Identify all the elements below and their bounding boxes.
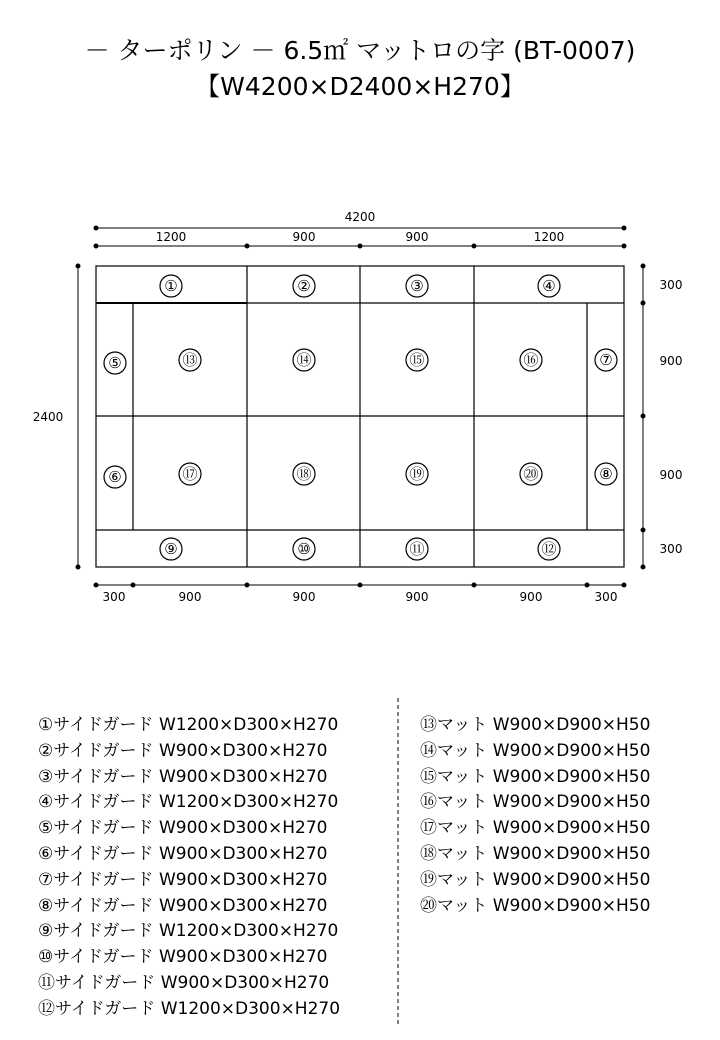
- legend-item: ⑱マット W900×D900×H50: [420, 843, 651, 864]
- legend-mats: [420, 712, 650, 918]
- piece-20: ⑳: [523, 465, 539, 483]
- dim-top-1: 1200: [155, 230, 187, 244]
- legend-item: ⑫サイドガード W1200×D300×H270: [38, 998, 341, 1019]
- piece-8: ⑧: [599, 465, 613, 483]
- legend-item: ⑥サイドガード W900×D300×H270: [38, 843, 328, 864]
- layout-grid: [96, 266, 624, 567]
- dim-right-4: 300: [659, 542, 683, 556]
- legend-item: ⑩サイドガード W900×D300×H270: [38, 947, 328, 968]
- piece-17: ⑰: [182, 465, 198, 483]
- dim-total-depth: 2400: [32, 410, 64, 424]
- legend-item: ⑲マット W900×D900×H50: [420, 869, 651, 890]
- piece-2: ②: [297, 277, 311, 295]
- dim-bottom-3: 900: [292, 590, 316, 604]
- piece-1: ①: [164, 277, 178, 295]
- dim-bottom-1: 300: [102, 590, 126, 604]
- dim-top-4: 1200: [533, 230, 565, 244]
- legend-item: ⑮マット W900×D900×H50: [420, 766, 651, 787]
- piece-9: ⑨: [164, 540, 178, 558]
- page-subtitle: 【W4200×D2400×H270】: [195, 72, 525, 101]
- dim-top-3: 900: [405, 230, 429, 244]
- piece-19: ⑲: [409, 465, 425, 483]
- dim-total-width: 4200: [344, 210, 376, 224]
- piece-14: ⑭: [296, 351, 312, 369]
- piece-7: ⑦: [599, 351, 613, 369]
- legend-item: ⑨サイドガード W1200×D300×H270: [38, 921, 339, 942]
- legend-item: ⑬マット W900×D900×H50: [420, 715, 651, 735]
- piece-12: ⑫: [541, 540, 557, 558]
- legend-item: ⑳マット W900×D900×H50: [420, 895, 651, 916]
- dim-bottom-5: 900: [519, 590, 543, 604]
- bottom-dimension-line: [94, 583, 626, 587]
- piece-15: ⑮: [409, 351, 425, 369]
- legend-item: ⑦サイドガード W900×D300×H270: [38, 869, 328, 890]
- legend-item: ⑭マット W900×D900×H50: [420, 740, 651, 761]
- legend-item: ⑧サイドガード W900×D300×H270: [38, 895, 328, 916]
- piece-6: ⑥: [108, 468, 122, 486]
- piece-3: ③: [410, 277, 424, 295]
- dim-bottom-6: 300: [594, 590, 618, 604]
- piece-5: ⑤: [108, 354, 122, 372]
- dim-bottom-4: 900: [405, 590, 429, 604]
- piece-11: ⑪: [409, 540, 425, 558]
- dim-right-1: 300: [659, 278, 683, 292]
- legend-item: ⑤サイドガード W900×D300×H270: [38, 818, 328, 839]
- piece-10: ⑩: [297, 540, 311, 558]
- legend-item: ⑪サイドガード W900×D300×H270: [38, 972, 330, 993]
- legend-item: ②サイドガード W900×D300×H270: [38, 740, 328, 761]
- piece-16: ⑯: [523, 351, 539, 369]
- legend-item: ④サイドガード W1200×D300×H270: [38, 792, 339, 813]
- dim-bottom-2: 900: [178, 590, 202, 604]
- piece-4: ④: [542, 277, 556, 295]
- legend-item: ③サイドガード W900×D300×H270: [38, 766, 328, 787]
- dim-top-2: 900: [292, 230, 316, 244]
- legend-item: ⑰マット W900×D900×H50: [420, 818, 651, 839]
- piece-13: ⑬: [182, 351, 198, 369]
- piece-18: ⑱: [296, 465, 312, 483]
- right-dimension-line: [641, 264, 645, 569]
- legend-item: ⑯マット W900×D900×H50: [420, 792, 651, 813]
- left-dimension-line: [76, 264, 80, 569]
- page-title: － ターポリン － 6.5㎡ マットロの字 (BT-0007): [84, 36, 636, 65]
- legend-item: ①サイドガード W1200×D300×H270: [38, 715, 339, 735]
- legend-side-guards: [38, 712, 340, 1022]
- dim-right-3: 900: [659, 468, 683, 482]
- dim-right-2: 900: [659, 354, 683, 368]
